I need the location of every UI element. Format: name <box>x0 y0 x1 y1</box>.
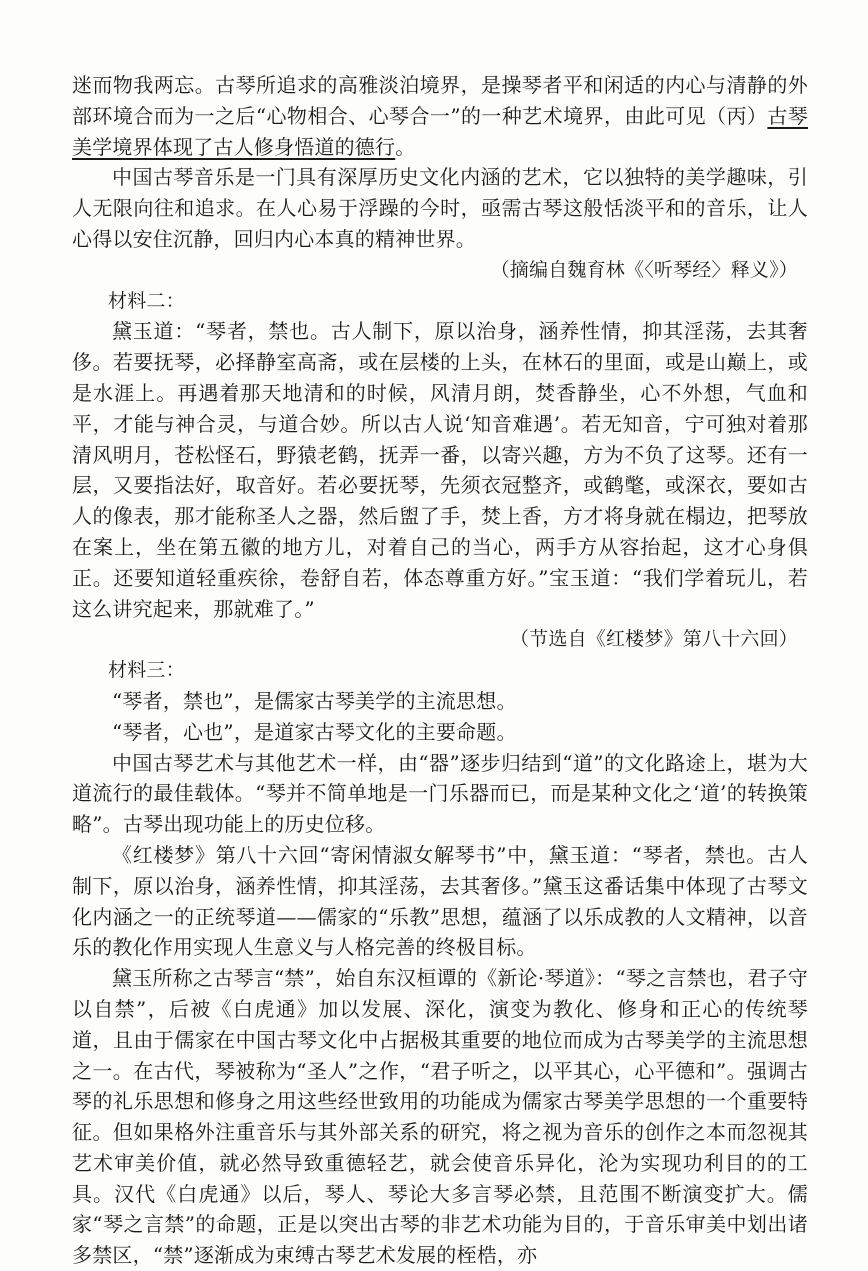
material3-paragraph-4: 《红楼梦》第八十六回“寄闲情淑女解琴书”中，黛玉道：“琴者，禁也。古人制下，原以治身，涵养性情，抑其淫荡，去其奢侈。”黛玉这番话集中体现了古琴文化内涵之一的正统琴道——儒家的“乐教”思想，蕴涵了以乐成教的人文精神，以音乐的教化作用实现人生意义与人格完善的终极目标。 <box>72 842 808 960</box>
material3-line-2: “琴者，心也”，是道家古琴文化的主要命题。 <box>112 719 517 744</box>
underlined-phrase-bing: 古琴美学境界体现了古人修身悟道的德行 <box>72 103 809 159</box>
material3-paragraph-3: 中国古琴艺术与其他艺术一样，由“器”逐步归结到“道”的文化路途上，堪为大道流行的最佳载体。“琴并不简单地是一门乐器而已，而是某种文化之‘道’的转换策略”。古琴出现功能上的历史位移。 <box>72 750 808 837</box>
material1-paragraph-2: 中国古琴音乐是一门具有深厚历史文化内涵的艺术，它以独特的美学趣味，引人无限向往和追求。在人心易于浮躁的今时，亟需古琴这般恬淡平和的音乐，让人心得以安住沉静，回归内心本真的精神世界。 <box>72 165 808 251</box>
material1-paragraph-continued <box>72 70 808 162</box>
material2-body: 黛玉道：“琴者，禁也。古人制下，原以治身，涵养性情，抑其淫荡，去其奢侈。若要抚琴，必择静室高斋，或在层楼的上头，在林石的里面，或是山巅上，或是水涯上。再遇着那天地清和的时候，风清月朗，焚香静坐，心不外想，气血和平，才能与神合灵，与道合妙。所以古人说‘知音难遇’。若无知音，宁可独对着那清风明月，苍松怪石，野猿老鹤，抚弄一番，以寄兴趣，方为不负了这琴。还有一层，又要指法好，取音好。若必要抚琴，先须衣冠整齐，或鹤氅，或深衣，要如古人的像表，那才能称圣人之器，然后盥了手，焚上香，方才将身就在榻边，把琴放在案上，坐在第五徽的地方儿，对着自己的当心，两手方从容抬起，这才心身俱正。还要知道轻重疾徐，卷舒自若，体态尊重方好。”宝玉道：“我们学着玩儿，若这么讲究起来，那就难了。” <box>72 319 808 621</box>
material3-paragraph-5: 黛玉所称之古琴言“禁”，始自东汉桓谭的《新论·琴道》：“琴之言禁也，君子守以自禁”，后被《白虎通》加以发展、深化，演变为教化、修身和正心的传统琴道，且由于儒家在中国古琴文化中占据极其重要的地位而成为古琴美学的主流思想之一。在古代，琴被称为“圣人”之作，“君子听之，以平其心，心平德和”。强调古琴的礼乐思想和修身之用这些经世致用的功能成为儒家古琴美学思想的一个重要特征。但如果格外注重音乐与其外部关系的研究，将之视为音乐的创作之本而忽视其艺术审美价值，就必然导致重德轻艺，就会使音乐异化，沦为实现功利目的的工具。汉代《白虎通》以后，琴人、琴论大多言琴必禁，且范围不断演变扩大。儒家“琴之言禁”的命题，正是以突出古琴的非艺术功能为目的，于音乐审美中划出诸多禁区，“禁”逐渐成为束缚古琴艺术发展的桎梏，亦 <box>72 966 808 1268</box>
material2-source: （节选自《红楼梦》第八十六回） <box>509 628 798 651</box>
material2-heading: 材料二： <box>108 289 185 312</box>
material1-source: （摘编自魏育林《〈听琴经〉释义》） <box>490 258 798 281</box>
material1-text: 迷而物我两忘。古琴所追求的高雅淡泊境界，是操琴者平和闲适的内心与清静的外部环境合而为一之后“心物相合、心琴合一”的一种艺术境界，由此可见（丙） <box>72 73 808 128</box>
material3-heading: 材料三： <box>108 659 185 682</box>
material3-line-1: “琴者，禁也”，是儒家古琴美学的主流思想。 <box>112 688 517 713</box>
material1-period: 。 <box>395 134 416 159</box>
